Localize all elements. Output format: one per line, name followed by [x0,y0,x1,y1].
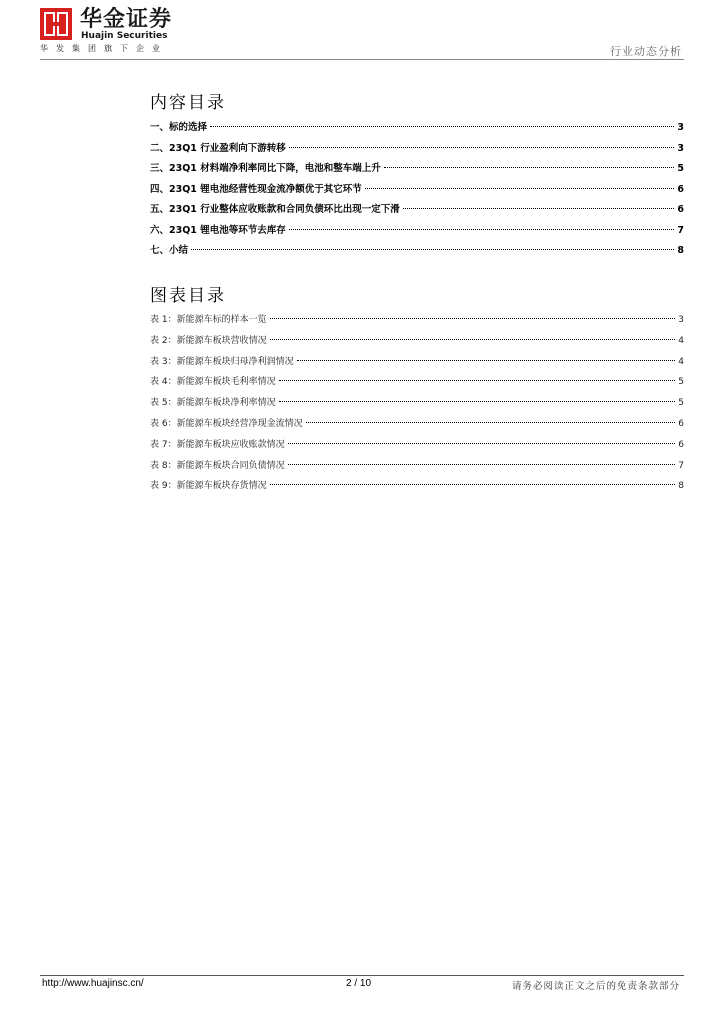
toc-entry[interactable] [150,160,684,181]
dot-leader [365,188,675,189]
dot-leader [306,422,676,423]
toc-entry-label: 六、23Q1 锂电池等环节去库存 [150,224,286,236]
figure-entry[interactable] [150,374,684,395]
dot-leader [270,339,676,340]
figure-entry-page: 5 [678,398,684,409]
figure-entry[interactable] [150,416,684,437]
toc-entry[interactable] [150,181,684,202]
figure-entry-label: 表 7：新能源车板块应收账款情况 [150,439,285,450]
figures-title: 图表目录 [150,286,226,306]
figure-entry[interactable] [150,478,684,499]
dot-leader [279,380,676,381]
toc-entry-label: 四、23Q1 锂电池经营性现金流净额优于其它环节 [150,183,362,195]
figure-entry-label: 表 2：新能源车板块营收情况 [150,335,267,346]
dot-leader [384,167,675,168]
footer-divider [40,975,684,976]
figure-entry[interactable] [150,312,684,333]
dot-leader [191,249,674,250]
toc-entry-page: 7 [677,224,684,236]
figure-entry-page: 5 [678,377,684,388]
dot-leader [270,318,676,319]
figure-entry-label: 表 4：新能源车板块毛利率情况 [150,377,276,388]
company-name-cn: 华金证券 [80,7,173,32]
dot-leader [297,360,676,361]
toc-entry-label: 五、23Q1 行业整体应收账款和合同负债环比出现一定下滑 [150,204,400,215]
figure-entry[interactable] [150,437,684,458]
dot-leader [403,208,675,209]
figure-entry-page: 3 [678,315,684,325]
figures-list [150,312,684,499]
toc-entry-page: 8 [677,245,684,256]
toc-entry[interactable] [150,119,684,140]
toc-entry-page: 3 [677,122,684,133]
figure-entry-page: 8 [678,481,684,492]
toc-entry[interactable] [150,242,684,263]
disclaimer-note: 请务必阅读正文之后的免责条款部分 [511,981,680,992]
figure-entry[interactable] [150,395,684,416]
toc-entry-label: 三、23Q1 材料端净利率同比下降，电池和整车端上升 [150,163,381,174]
figure-entry[interactable] [150,458,684,479]
page-number: 2 / 10 [346,978,372,989]
dot-leader [289,229,675,230]
toc-entry-page: 6 [677,183,684,195]
group-tagline: 华发集团旗下企业 [40,44,168,53]
company-name-en: Huajin Securities [81,31,168,41]
report-type: 行业动态分析 [610,45,682,58]
figure-entry[interactable] [150,354,684,375]
toc-entry-label: 二、23Q1 行业盈利向下游转移 [150,142,286,154]
toc-entry-page: 5 [677,163,684,174]
huajin-logo-icon [40,8,72,40]
dot-leader [288,443,676,444]
figure-entry-label: 表 1：新能源车标的样本一览 [150,315,267,325]
dot-leader [270,484,676,485]
figure-entry-label: 表 9：新能源车板块存货情况 [150,481,267,492]
dot-leader [289,147,675,148]
toc-entry-label: 一、标的选择 [150,122,208,133]
figure-entry-label: 表 3：新能源车板块归母净利润情况 [150,356,294,367]
figure-entry-page: 6 [678,418,684,429]
header-divider [40,59,684,60]
figure-entry-page: 4 [678,335,684,346]
page-header [40,6,684,60]
figure-entry-label: 表 6：新能源车板块经营净现金流情况 [150,418,303,429]
figure-entry-page: 7 [678,460,684,471]
toc-list [150,119,684,263]
toc-entry-page: 3 [677,142,684,154]
toc-entry[interactable] [150,201,684,222]
dot-leader [288,464,676,465]
dot-leader [210,126,674,127]
toc-entry[interactable] [150,140,684,161]
figure-entry-label: 表 8：新能源车板块合同负债情况 [150,460,285,471]
figure-entry-label: 表 5：新能源车板块净利率情况 [150,398,276,409]
toc-entry[interactable] [150,222,684,243]
figure-entry-page: 4 [678,356,684,367]
toc-entry-label: 七、小结 [150,245,189,256]
toc-entry-page: 6 [677,204,684,215]
toc-title: 内容目录 [150,93,226,113]
footer-url-link[interactable]: http://www.huajinsc.cn/ [42,978,144,989]
dot-leader [279,401,676,402]
figure-entry[interactable] [150,333,684,354]
figure-entry-page: 6 [678,439,684,450]
